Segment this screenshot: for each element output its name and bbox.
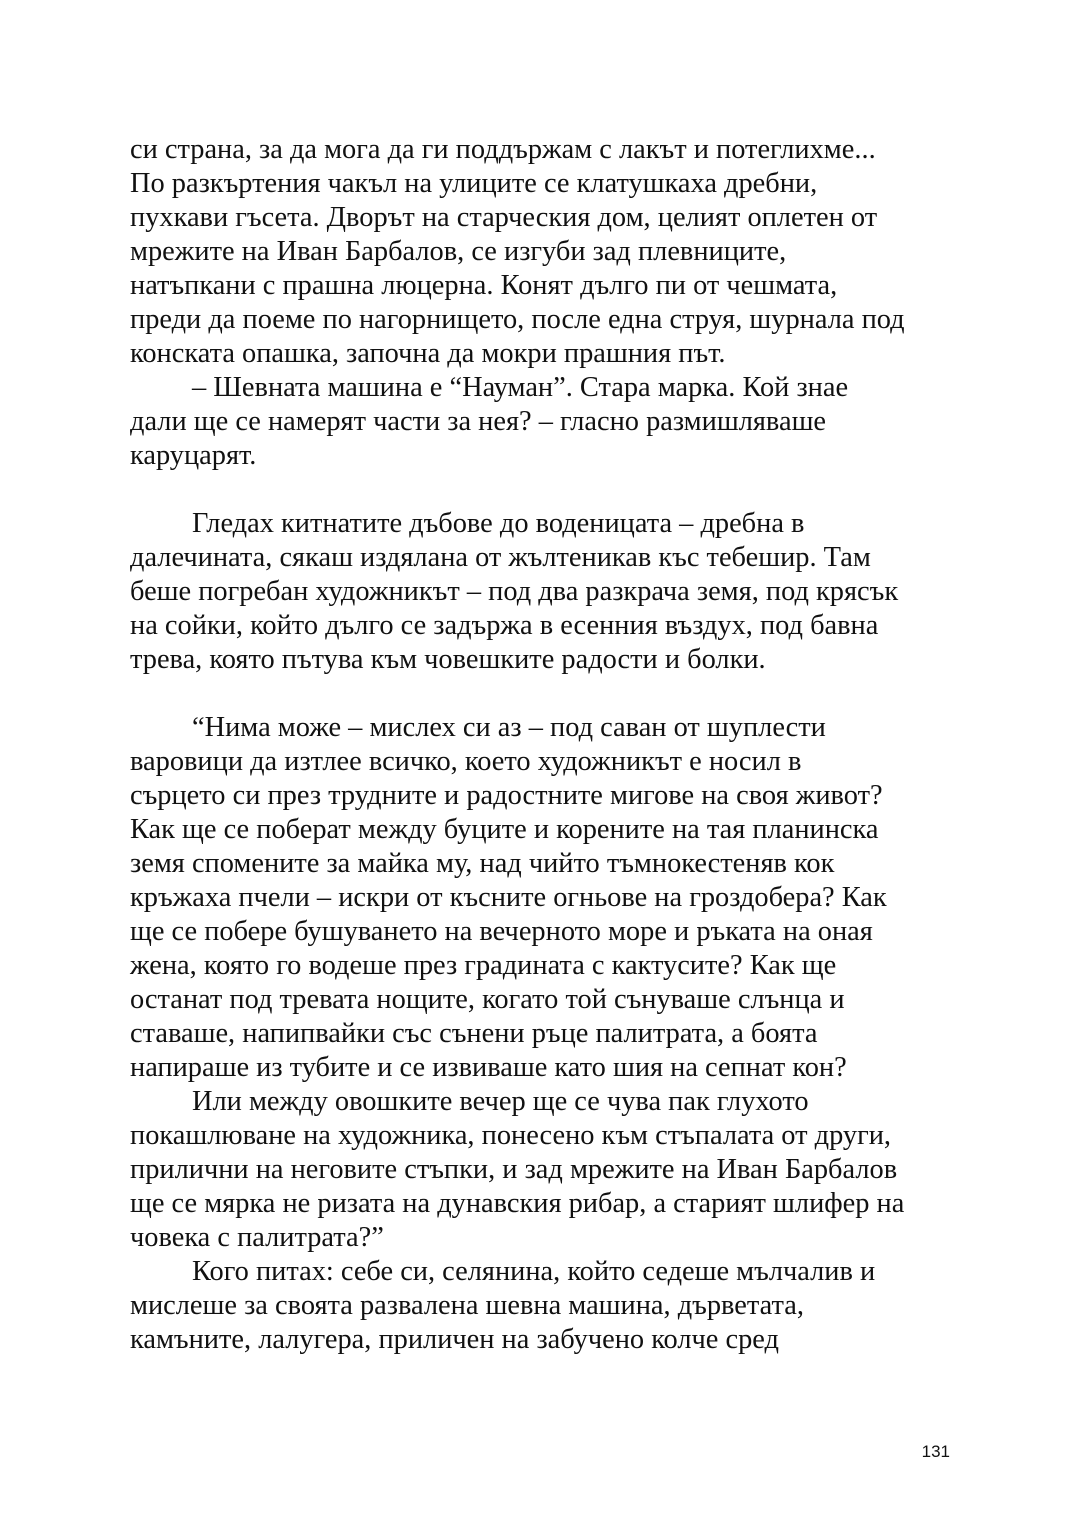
paragraph-block-1 <box>130 133 960 473</box>
text-line: земя спомените за майка му, над чийто тъмнокестеняв кок <box>130 848 835 879</box>
text-line: преди да поеме по нагорнището, после една струя, шурнала под <box>130 304 905 335</box>
text-line: ще се побере бушуването на вечерното море и ръката на оная <box>130 916 873 947</box>
text-line: “Нима може – мислех си аз – под саван от шуплести <box>192 712 826 743</box>
text-line: кръжаха пчели – искри от късните огньове на гроздобера? Как <box>130 882 887 913</box>
text-line: варовици да изтлее всичко, което художникът е носил в <box>130 746 802 777</box>
text-line: си страна, за да мога да ги поддържам с лакът и потеглихме... <box>130 134 876 165</box>
text-line: беше погребан художникът – под два разкрача земя, под крясък <box>130 576 899 607</box>
text-line: човека с палитрата?” <box>130 1222 384 1253</box>
text-line: пухкави гъсета. Дворът на старческия дом, целият оплетен от <box>130 202 878 233</box>
text-line: натъпкани с прашна люцерна. Конят дълго пи от чешмата, <box>130 270 838 301</box>
text-line: покашлюване на художника, понесено към стъпалата от други, <box>130 1120 892 1151</box>
text-line: останат под тревата нощите, когато той сънуваше слънца и <box>130 984 845 1015</box>
text-line: трева, която пътува към човешките радости и болки. <box>130 644 766 675</box>
text-line: камъните, лалугера, приличен на забучено колче сред <box>130 1324 779 1355</box>
paragraph-block-3 <box>130 711 960 1357</box>
text-line: ще се мярка не ризата на дунавския рибар, а старият шлифер на <box>130 1188 905 1219</box>
text-line: – Шевната машина е “Науман”. Стара марка. Кой знае <box>192 372 849 403</box>
text-line: конската опашка, започна да мокри прашния път. <box>130 338 726 369</box>
text-line: каруцарят. <box>130 440 257 471</box>
text-line: мрежите на Иван Барбалов, се изгуби зад плевниците, <box>130 236 787 267</box>
text-line: далечината, сякаш издялана от жълтеникав къс тебешир. Там <box>130 542 871 573</box>
text-line: Кого питах: себе си, селянина, който седеше мълчалив и <box>192 1256 876 1287</box>
text-line: напираше из тубите и се извиваше като шия на сепнат кон? <box>130 1052 847 1083</box>
text-line: Как ще се поберат между буците и корените на тая планинска <box>130 814 879 845</box>
text-line: Гледах китнатите дъбове до воденицата – дребна в <box>192 508 805 539</box>
text-line: ставаше, напипвайки със сънени ръце палитрата, а боята <box>130 1018 818 1049</box>
text-line: жена, която го водеше през градината с кактусите? Как ще <box>130 950 837 981</box>
text-line: Или между овошките вечер ще се чува пак глухото <box>192 1086 809 1117</box>
text-line: мислеше за своята развалена шевна машина, дърветата, <box>130 1290 804 1321</box>
text-line: прилични на неговите стъпки, и зад мрежите на Иван Барбалов <box>130 1154 898 1185</box>
text-line: По разкъртения чакъл на улиците се клатушкаха дребни, <box>130 168 818 199</box>
text-line: дали ще се намерят части за нея? – гласно размишляваше <box>130 406 827 437</box>
paragraph-block-2 <box>130 507 960 677</box>
text-line: на сойки, който дълго се задържа в есенния въздух, под бавна <box>130 610 879 641</box>
page-number: 131 <box>921 1442 950 1461</box>
text-line: сърцето си през трудните и радостните мигове на своя живот? <box>130 780 883 811</box>
